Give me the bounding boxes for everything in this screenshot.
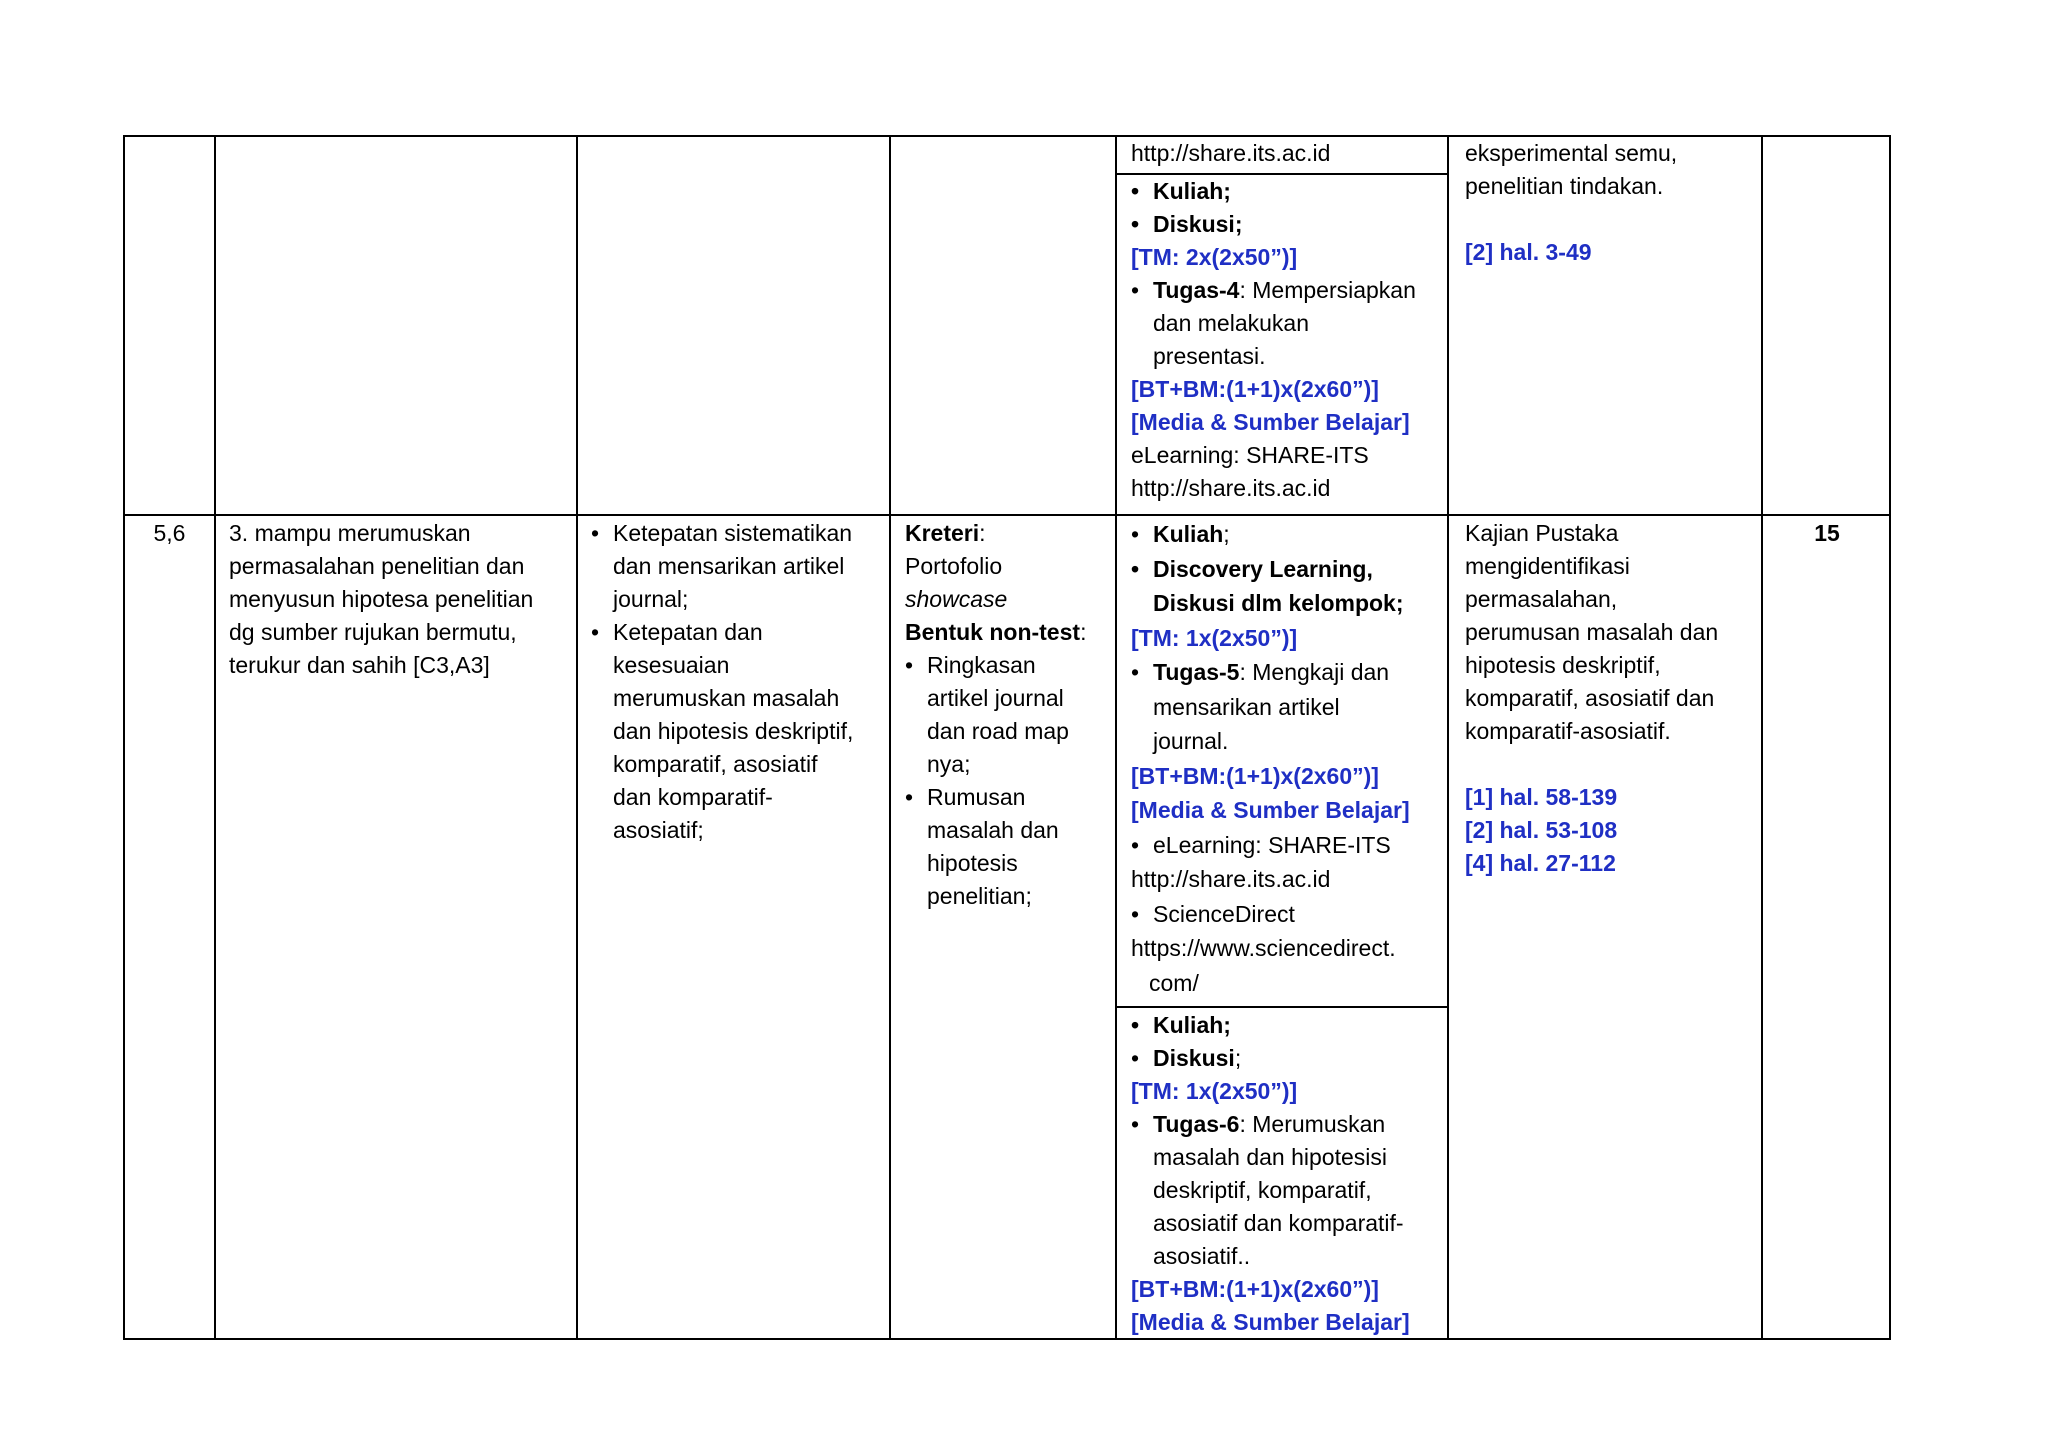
col-divider bbox=[1761, 137, 1763, 1338]
indicator-item: • Ketepatan sistematikan dan mensarikan artikel journal; bbox=[591, 520, 853, 612]
objective-cell bbox=[229, 517, 574, 682]
material-line: mengidentifikasi bbox=[1465, 553, 1630, 579]
objective-line: 3. mampu merumuskan bbox=[229, 520, 471, 546]
method-a-task: • Tugas-5: Mengkaji dan mensarikan artikel journal. bbox=[1131, 659, 1390, 754]
week-number: 5,6 bbox=[153, 520, 186, 546]
form-item: • Rumusan masalah dan hipotesis penelitian; bbox=[905, 784, 1059, 909]
prev-material-cell bbox=[1465, 137, 1755, 269]
material-line: perumusan masalah dan bbox=[1465, 619, 1719, 645]
weight-value: 15 bbox=[1814, 520, 1840, 546]
prev-media: [Media & Sumber Belajar] bbox=[1131, 409, 1410, 435]
row-divider bbox=[125, 514, 1891, 516]
method-a-media: [Media & Sumber Belajar] bbox=[1131, 797, 1410, 823]
criteria-label: Kreteri: bbox=[905, 520, 986, 546]
material-line: Kajian Pustaka bbox=[1465, 520, 1619, 546]
method-b-cell bbox=[1131, 1009, 1443, 1339]
prev-method-item: • Diskusi; bbox=[1131, 211, 1243, 237]
prev-task: • Tugas-4: Mempersiapkan dan melakukan presentasi. bbox=[1131, 277, 1416, 369]
elearning-item: • eLearning: SHARE-ITS bbox=[1131, 831, 1391, 858]
col-divider bbox=[889, 137, 891, 1338]
form-item: • Ringkasan artikel journal dan road map nya; bbox=[905, 652, 1069, 777]
elearning-url: http://share.its.ac.id bbox=[1131, 866, 1331, 892]
criteria-italic: showcase bbox=[905, 586, 1008, 612]
reference: [4] hal. 27-112 bbox=[1465, 850, 1616, 876]
method-a-cell bbox=[1131, 517, 1443, 1000]
prev-material-line: eksperimental semu, bbox=[1465, 140, 1678, 166]
method-b-bt: [BT+BM:(1+1)x(2x60”)] bbox=[1131, 1276, 1379, 1302]
col-divider bbox=[214, 137, 216, 1338]
method-item: • Discovery Learning, Diskusi dlm kelompok; bbox=[1131, 555, 1404, 616]
weight-cell bbox=[1763, 517, 1891, 550]
method-b-tm: [TM: 1x(2x50”)] bbox=[1131, 1078, 1298, 1104]
method-item: • Kuliah; bbox=[1131, 521, 1230, 547]
method-b-media: [Media & Sumber Belajar] bbox=[1131, 1309, 1410, 1335]
criteria-value: Portofolio bbox=[905, 553, 1003, 579]
col-divider bbox=[1115, 137, 1117, 1338]
prev-ref: [2] hal. 3-49 bbox=[1465, 239, 1592, 265]
prev-method-item: • Kuliah; bbox=[1131, 178, 1231, 204]
col-divider bbox=[576, 137, 578, 1338]
form-label: Bentuk non-test: bbox=[905, 619, 1087, 645]
method-b-task: • Tugas-6: Merumuskan masalah dan hipotesisi deskriptif, komparatif, asosiatif dan komparatif- asosiatif.. bbox=[1131, 1111, 1404, 1269]
method-a-tm: [TM: 1x(2x50”)] bbox=[1131, 624, 1298, 651]
prev-elearning: eLearning: SHARE-ITS bbox=[1131, 442, 1369, 468]
col-divider bbox=[1447, 137, 1449, 1338]
method-a-bt: [BT+BM:(1+1)x(2x60”)] bbox=[1131, 762, 1379, 789]
method-item: • Kuliah; bbox=[1131, 1012, 1231, 1038]
material-line: komparatif, asosiatif dan bbox=[1465, 685, 1715, 711]
indicator-item: • Ketepatan dan kesesuaian merumuskan masalah dan hipotesis deskriptif, komparatif, asosiatif dan komparatif- asosiatif; bbox=[591, 619, 854, 843]
sciencedirect-item: • ScienceDirect bbox=[1131, 900, 1295, 927]
material-line: permasalahan, bbox=[1465, 586, 1618, 612]
prev-method-url-cell bbox=[1131, 137, 1443, 170]
reference: [2] hal. 53-108 bbox=[1465, 817, 1618, 843]
material-line: komparatif-asosiatif. bbox=[1465, 718, 1671, 744]
material-line: hipotesis deskriptif, bbox=[1465, 652, 1661, 678]
prev-bt: [BT+BM:(1+1)x(2x60”)] bbox=[1131, 376, 1379, 402]
objective-line: menyusun hipotesa penelitian bbox=[229, 586, 534, 612]
prev-material-line: penelitian tindakan. bbox=[1465, 173, 1664, 199]
prev-elearning-url: http://share.its.ac.id bbox=[1131, 475, 1331, 501]
indicator-cell bbox=[591, 517, 887, 847]
sciencedirect-url: https://www.sciencedirect. com/ bbox=[1131, 935, 1396, 996]
criteria-cell bbox=[905, 517, 1113, 913]
objective-line: dg sumber rujukan bermutu, bbox=[229, 619, 517, 645]
rps-table bbox=[123, 135, 1891, 1340]
material-cell bbox=[1465, 517, 1755, 880]
prev-method-cell bbox=[1131, 175, 1443, 505]
reference: [1] hal. 58-139 bbox=[1465, 784, 1618, 810]
week-cell bbox=[125, 517, 214, 550]
objective-line: terukur dan sahih [C3,A3] bbox=[229, 652, 490, 678]
subrow-divider bbox=[1115, 1006, 1447, 1008]
prev-url: http://share.its.ac.id bbox=[1131, 140, 1331, 166]
objective-line: permasalahan penelitian dan bbox=[229, 553, 525, 579]
prev-tm: [TM: 2x(2x50”)] bbox=[1131, 244, 1298, 270]
method-item: • Diskusi; bbox=[1131, 1045, 1242, 1071]
